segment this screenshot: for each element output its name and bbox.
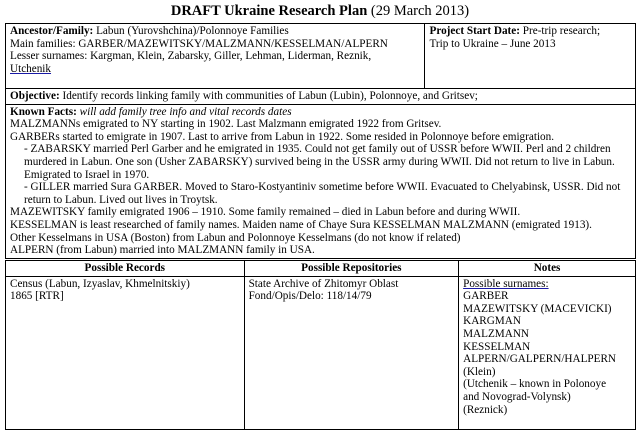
surname-item: (Reznick) (463, 403, 508, 416)
fact-line: KESSELMAN is least researched of family names. Maiden name of Chaye Sura KESSELMAN MALZMANN (emigrated 1913). (10, 218, 592, 231)
known-facts-cell (6, 104, 636, 258)
title-date: (29 March 2013) (367, 3, 470, 19)
main-families: Main families: GARBER/MAZEWITSKY/MALZMANN/KESSELMAN/ALPERN (10, 37, 388, 50)
known-facts-label: Known Facts: (10, 105, 77, 118)
header-notes: Notes (459, 261, 636, 277)
repositories-line-1: State Archive of Zhitomyr Oblast (248, 277, 399, 290)
plan-table (5, 23, 636, 259)
fact-line: GARBERs started to emigrate in 1907. Last to arrive from Labun in 1922. Some resided in Polonnoye before emigration. (10, 130, 555, 143)
fact-line: ALPERN (from Labun) married into MALZMANN family in USA. (10, 244, 315, 257)
surname-item: ALPERN/GALPERN/HALPERN (463, 353, 617, 366)
lesser-surnames: Lesser surnames: Kargman, Klein, Zabarsky, Giller, Lehman, Liderman, Reznik, (10, 50, 372, 63)
objective-text: Identify records linking family with communities of Labun (Lubin), Polonnoye, and Gritsev; (59, 90, 478, 102)
surname-item: KARGMAN (463, 315, 521, 328)
surname-item: and Novograd-Volynsk) (463, 390, 571, 403)
ancestor-line (10, 25, 420, 38)
repositories-cell (244, 276, 459, 429)
fact-line: MAZEWITSKY family emigrated 1906 – 1910. Some family remained – died in Labun before and during WWII. (10, 206, 521, 219)
lesser-surnames-last: Utchenik (10, 62, 52, 75)
objective-label: Objective: (10, 90, 60, 102)
header-repositories: Possible Repositories (244, 261, 459, 277)
project-value: Pre-trip research; (519, 25, 601, 37)
fact-line: - ZABARSKY married Perl Garber and he emigrated in 1935. Could not get family out of USSR before WWII. Perl and 2 children murdered in Labun. One son (Usher ZABARSKY) survived being in the USSR army during WWII. Did not return to live in Labun. Emigrated to Israel in 1970. (24, 143, 615, 181)
objective-cell (6, 89, 636, 105)
fact-line: - GILLER married Sura GARBER. Moved to Staro-Kostyantiniv sometime before WWII. Evacuated to Chelyabinsk, USSR. Did not return to Labun. Lived out lives in Troytsk. (24, 181, 621, 206)
project-value-2: Trip to Ukraine – June 2013 (429, 37, 556, 50)
records-table (5, 260, 636, 430)
surname-item: MAZEWITSKY (MACEVICKI) (463, 302, 612, 315)
page-title (0, 3, 640, 20)
project-cell (425, 24, 636, 89)
fact-line: MALZMANNs emigrated to NY starting in 1902. Last Malzmann emigrated 1922 from Gritsev. (10, 118, 442, 131)
ancestor-label: Ancestor/Family: (10, 25, 94, 37)
surname-item: GARBER (463, 290, 509, 303)
records-line-2: 1865 [RTR] (10, 290, 64, 303)
ancestor-cell (6, 24, 425, 89)
records-cell (6, 276, 245, 429)
notes-cell (459, 276, 636, 429)
project-label: Project Start Date: (429, 25, 520, 37)
surname-item: MALZMANN (463, 327, 529, 340)
known-facts-note: will add family tree info and vital records dates (76, 105, 292, 118)
surname-item: (Klein) (463, 365, 496, 378)
header-records: Possible Records (6, 261, 245, 277)
title-text: DRAFT Ukraine Research Plan (170, 3, 368, 19)
notes-label: Possible surnames: (463, 277, 549, 290)
fact-line: Other Kesselmans in USA (Boston) from Labun and Polonnoye Kesselmans (do not know if related) (10, 231, 461, 244)
surname-item: (Utchenik – known in Polonoye (463, 378, 607, 391)
surname-item: KESSELMAN (463, 340, 531, 353)
records-line-1: Census (Labun, Izyaslav, Khmelnitskiy) (10, 277, 190, 290)
ancestor-family: Labun (Yurovshchina)/Polonnoye Families (93, 25, 289, 37)
repositories-line-2: Fond/Opis/Delo: 118/14/79 (248, 290, 372, 303)
